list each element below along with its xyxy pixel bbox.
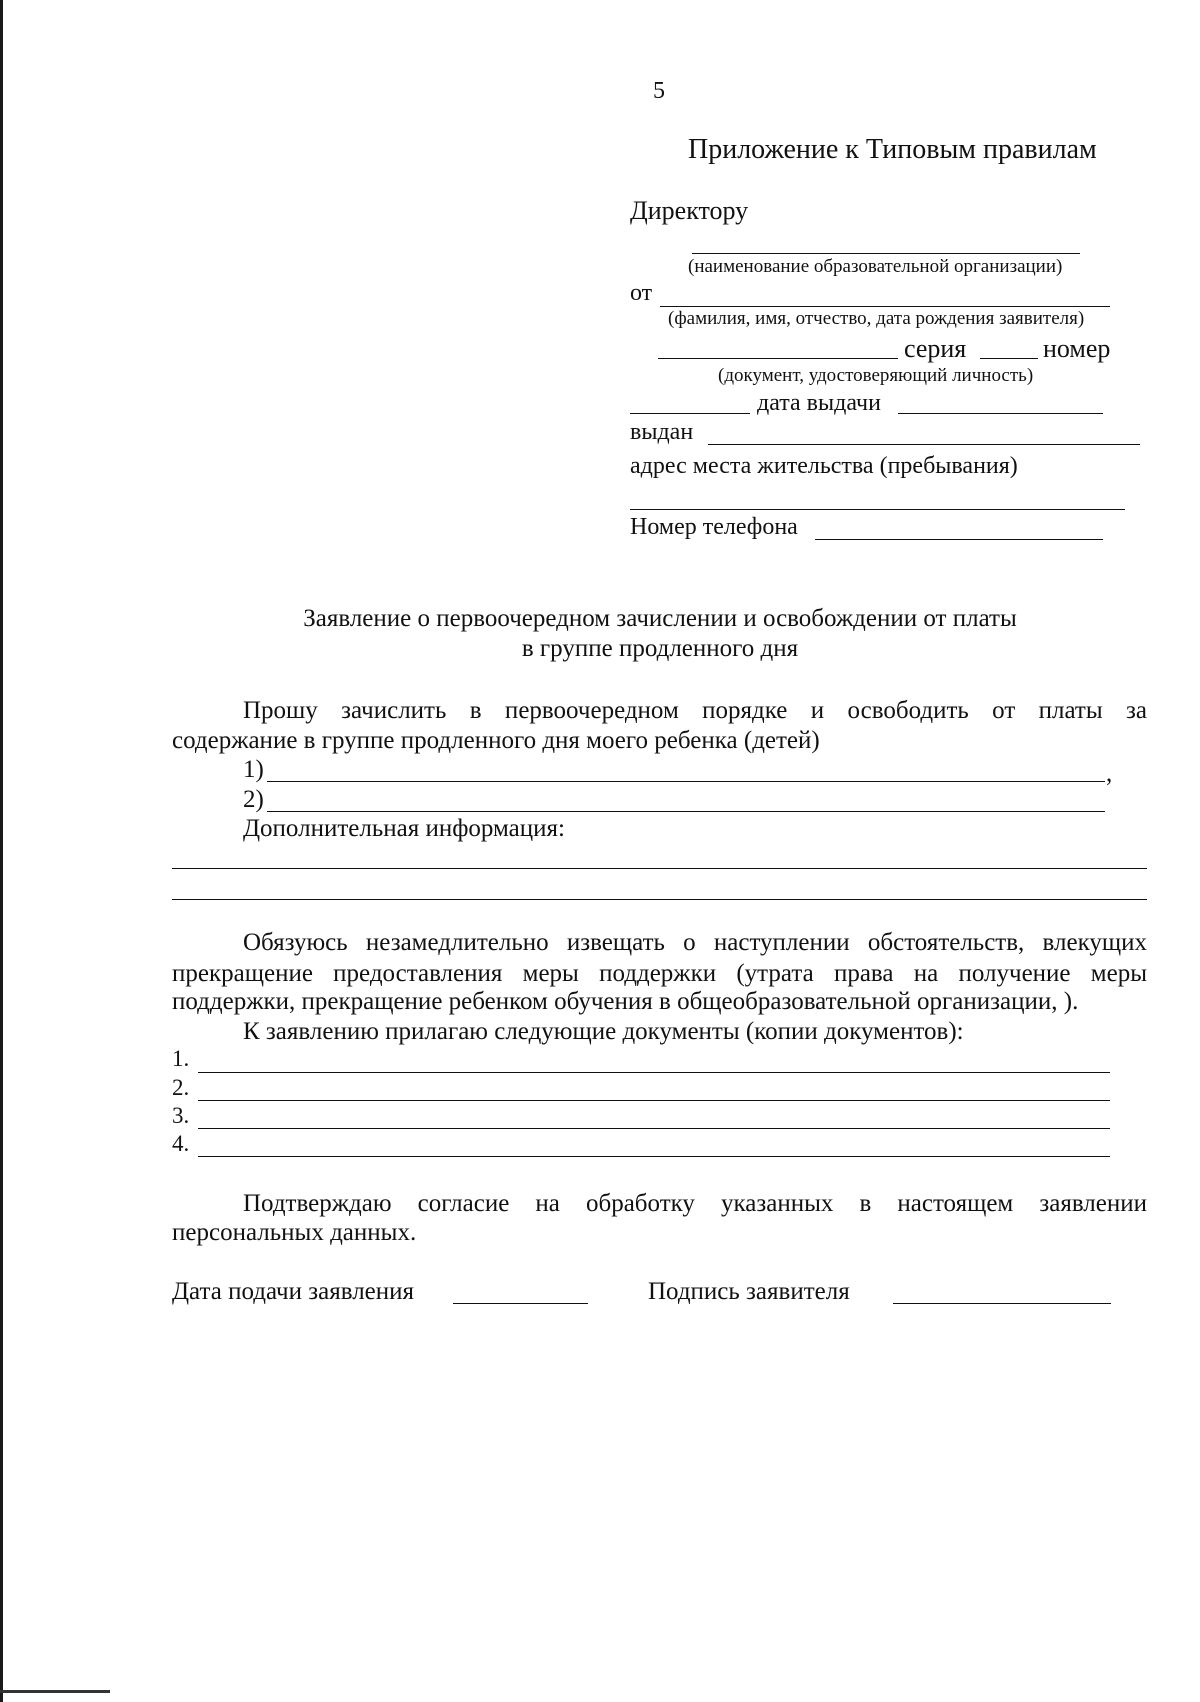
consent-text-line1: Подтверждаю согласие на обработку указанных в настоящем заявлении bbox=[243, 1190, 1147, 1217]
series-line bbox=[980, 358, 1038, 359]
submission-date-label: Дата подачи заявления bbox=[172, 1278, 415, 1305]
child-1-line bbox=[267, 781, 1105, 782]
child-1-label: 1) bbox=[243, 756, 264, 783]
attachment-1-line bbox=[198, 1072, 1110, 1073]
signature-line bbox=[893, 1303, 1111, 1304]
address-label: адрес места жительства (пребывания) bbox=[630, 453, 1018, 479]
attachment-3-label: 3. bbox=[172, 1103, 190, 1128]
submission-date-line bbox=[453, 1303, 588, 1304]
phone-line bbox=[815, 539, 1103, 540]
phone-label: Номер телефона bbox=[630, 514, 798, 540]
applicant-line bbox=[660, 306, 1110, 307]
statement-title-line2: в группе продленного дня bbox=[521, 635, 799, 662]
page-number: 5 bbox=[653, 78, 665, 104]
request-text-line1: Прошу зачислить в первоочередном порядке и освободить от платы за bbox=[243, 697, 1147, 724]
request-text-line2: содержание в группе продленного дня моего ребенка (детей) bbox=[172, 727, 820, 754]
signature-label: Подпись заявителя bbox=[648, 1278, 850, 1305]
attachment-3-line bbox=[198, 1128, 1110, 1129]
additional-info-line-1 bbox=[172, 868, 1147, 869]
appendix-title: Приложение к Типовым правилам bbox=[688, 134, 1097, 165]
series-label: серия bbox=[904, 334, 967, 363]
consent-text-line2: персональных данных. bbox=[172, 1219, 417, 1246]
scan-border bbox=[0, 0, 3, 1702]
child-2-line bbox=[267, 811, 1105, 812]
issued-by-label: выдан bbox=[630, 419, 694, 445]
issue-date-label: дата выдачи bbox=[757, 390, 881, 416]
additional-info-label: Дополнительная информация: bbox=[243, 815, 565, 842]
number-label: номер bbox=[1043, 334, 1111, 363]
document-type-line bbox=[658, 358, 898, 359]
document-number-line bbox=[630, 413, 750, 414]
attachment-4-line bbox=[198, 1156, 1110, 1157]
obligation-text-line2: прекращение предоставления меры поддержки (утрата права на получение меры bbox=[172, 960, 1147, 987]
attachment-2-line bbox=[198, 1100, 1110, 1101]
obligation-text-line3: поддержки, прекращение ребенком обучения в общеобразовательной организации, ). bbox=[172, 988, 1079, 1015]
child-2-label: 2) bbox=[243, 786, 264, 813]
additional-info-line-2 bbox=[172, 899, 1147, 900]
from-label: от bbox=[630, 280, 653, 306]
child-1-comma: , bbox=[1106, 760, 1113, 787]
org-caption: (наименование образовательной организации) bbox=[688, 256, 1063, 277]
org-name-line bbox=[692, 253, 1080, 254]
obligation-text-line1: Обязуюсь незамедлительно извещать о наступлении обстоятельств, влекущих bbox=[243, 929, 1147, 956]
attachment-1-label: 1. bbox=[172, 1046, 190, 1071]
to-director-label: Директору bbox=[630, 196, 749, 225]
id-document-caption: (документ, удостоверяющий личность) bbox=[718, 365, 1034, 386]
scan-mark bbox=[0, 1690, 110, 1693]
attachment-2-label: 2. bbox=[172, 1075, 190, 1100]
applicant-caption: (фамилия, имя, отчество, дата рождения заявителя) bbox=[668, 308, 1085, 329]
attachment-4-label: 4. bbox=[172, 1131, 190, 1156]
attachments-label: К заявлению прилагаю следующие документы (копии документов): bbox=[243, 1018, 964, 1045]
issued-by-line bbox=[708, 444, 1140, 445]
statement-title-line1: Заявление о первоочередном зачислении и освобождении от платы bbox=[303, 605, 1017, 632]
issue-date-line bbox=[898, 413, 1103, 414]
address-line bbox=[630, 509, 1125, 510]
